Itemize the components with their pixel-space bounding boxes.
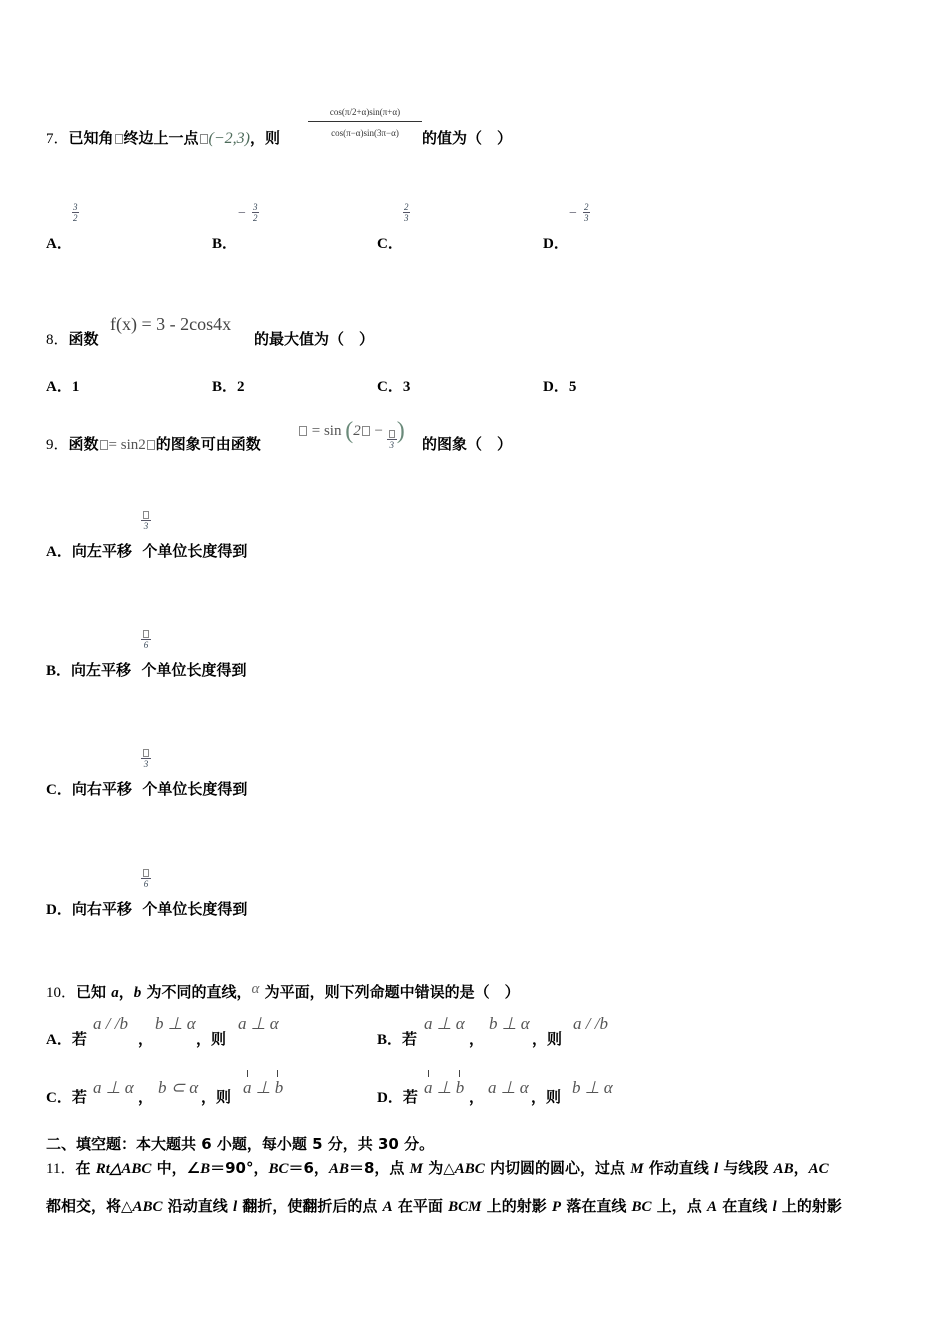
q10-option-b[interactable]: B．若 a ⊥ α ， b ⊥ α ，则 a / /b: [377, 1014, 608, 1048]
question-number: 7．: [46, 131, 69, 147]
text-run: 上的射影: [481, 1197, 552, 1215]
text-run: ，: [793, 1159, 809, 1177]
vector-arrow-icon: [277, 1070, 278, 1077]
text-run: 中，∠: [151, 1159, 201, 1177]
question-11-line-1: [46, 1157, 829, 1178]
text-run: ABC: [132, 1199, 163, 1215]
missing-glyph-alpha: [115, 134, 123, 144]
vector-expression: a ⊥ b: [424, 1078, 465, 1097]
q7-option-a[interactable]: 3 2 A．: [46, 202, 78, 252]
text-run: BC: [268, 1161, 289, 1177]
text-run: M: [409, 1161, 423, 1177]
text-run: 内切圆的圆心，过点: [484, 1159, 631, 1177]
text-run: ABC: [454, 1161, 485, 1177]
text-run: 11．: [46, 1161, 76, 1177]
fraction: 2 3: [404, 202, 409, 223]
fraction: 2 3: [584, 202, 589, 223]
fraction: 3 2: [73, 202, 78, 223]
question-11-line-2: [46, 1195, 842, 1216]
text-run: AB: [773, 1161, 794, 1177]
text-run: 翻折，使翻折后的点: [237, 1197, 383, 1215]
question-8: 8．函数: [46, 330, 99, 348]
text-run: 作动直线: [643, 1159, 714, 1177]
text-run: 落在直线: [561, 1197, 632, 1215]
point-coordinates: (−2,3): [208, 130, 250, 147]
missing-glyph-p: [200, 134, 208, 144]
text-run: ＝8，点: [348, 1159, 410, 1177]
text-run: BCM: [448, 1199, 482, 1215]
q9-option-a[interactable]: 3 A．向左平移 个单位长度得到: [46, 510, 306, 560]
q7-option-b[interactable]: − 3 2 B．: [212, 202, 258, 252]
text-run: ＝90°，: [210, 1159, 269, 1177]
q8-formula: f(x) = 3 - 2cos4x: [110, 314, 232, 334]
q9-formula2: = sin (2 − 3 ): [298, 418, 405, 450]
text-run: AB: [328, 1161, 349, 1177]
q7-option-c[interactable]: 2 3 C．: [377, 202, 409, 252]
q10-option-c[interactable]: C．若 a ⊥ α ， b ⊂ α ，则 a ⊥ b: [46, 1070, 366, 1110]
q8-option-a[interactable]: A．1: [46, 379, 80, 395]
q9-option-c[interactable]: 3 C．向右平移 个单位长度得到: [46, 748, 306, 798]
text-run: A: [707, 1199, 718, 1215]
text-run: l: [714, 1161, 719, 1177]
text-run: M: [630, 1161, 644, 1177]
question-10: 10．已知 a，b 为不同的直线，α 为平面，则下列命题中错误的是（ ）: [46, 981, 520, 1001]
text-run: 上的射影: [776, 1197, 842, 1215]
q7-fraction: [308, 106, 422, 140]
q8-option-b[interactable]: B．2: [212, 379, 245, 395]
question-9: 9．函数 = sin2 的图象可由函数: [46, 435, 261, 453]
q7-option-d[interactable]: − 2 3 D．: [543, 202, 589, 252]
text-run: Rt△ABC: [95, 1161, 152, 1177]
q9-option-b[interactable]: 6 B．向左平移 个单位长度得到: [46, 629, 306, 679]
q7-denominator: cos(π−α)sin(3π−α): [331, 128, 399, 138]
vector-expression: a ⊥ b: [243, 1078, 284, 1097]
text-run: 在平面: [392, 1197, 449, 1215]
text-run: 在直线: [717, 1197, 773, 1215]
text-run: 上，点: [651, 1197, 708, 1215]
text-run: l: [233, 1199, 238, 1215]
text-run: 沿动直线: [162, 1197, 234, 1215]
text-run: A: [382, 1199, 393, 1215]
text-run: AC: [808, 1161, 829, 1177]
text-run: ＝6，: [288, 1159, 329, 1177]
text-run: 在: [75, 1159, 96, 1177]
text-run: B: [200, 1161, 211, 1177]
q9-option-d[interactable]: 6 D．向右平移 个单位长度得到: [46, 868, 306, 918]
q8-option-c[interactable]: C．3: [377, 379, 411, 395]
vector-arrow-icon: [428, 1070, 429, 1077]
text-run: BC: [631, 1199, 652, 1215]
vector-arrow-icon: [247, 1070, 248, 1077]
question-7: 7．已知角 终边上一点 (−2,3)，则: [46, 129, 281, 147]
vector-arrow-icon: [459, 1070, 460, 1077]
q10-option-d[interactable]: D．若 a ⊥ b ， a ⊥ α ，则 b ⊥ α: [377, 1070, 697, 1110]
fraction: 3 2: [253, 202, 258, 223]
text-run: l: [772, 1199, 777, 1215]
text-run: P: [551, 1199, 562, 1215]
q10-option-a[interactable]: A．若 a / /b ， b ⊥ α ，则 a ⊥ α: [46, 1014, 279, 1048]
section-title-fill-in: 二、填空题：本大题共 6 小题，每小题 5 分，共 30 分。: [46, 1135, 435, 1153]
text-run: 与线段: [718, 1159, 774, 1177]
text-run: 都相交，将△: [46, 1197, 133, 1215]
q7-numerator: cos(π/2+α)sin(π+α): [308, 106, 422, 122]
text-run: 为△: [422, 1159, 455, 1177]
q8-option-d[interactable]: D．5: [543, 379, 577, 395]
